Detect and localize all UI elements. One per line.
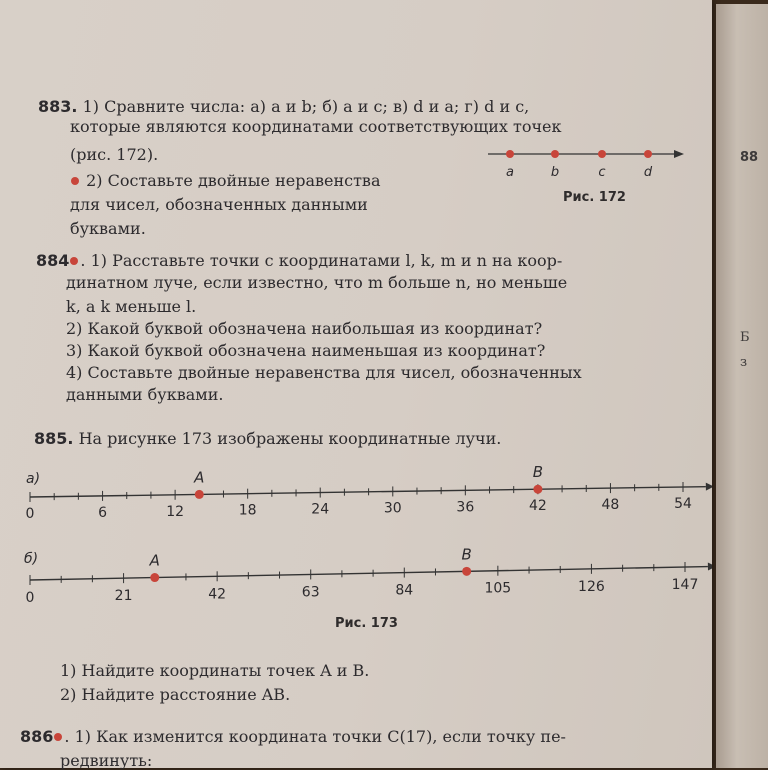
tick-label: 0 [25,506,35,522]
figure-caption: Рис. 172 [563,190,626,205]
point-label: A [194,468,205,487]
point-c [598,150,606,158]
tick-label: 36 [456,499,475,516]
figure-172 [480,140,690,185]
point-A [195,490,204,499]
tick-label: 126 [578,578,605,595]
tick-label: 24 [311,501,330,518]
point-b [551,150,559,158]
problem-number: 883. [38,97,78,116]
problem-text-line: 2) Составьте двойные неравенства [86,171,381,190]
tick-label: 12 [166,503,185,520]
problem-text-line: 4) Составьте двойные неравенства для чисел, обозначенных [66,363,582,382]
ray-line [30,487,706,497]
problem-text-line: (рис. 172). [70,145,159,164]
arrow-head-icon [708,563,712,571]
tick-label: 54 [674,496,692,512]
tick-label: 30 [383,500,402,517]
arrow-head-icon [706,483,712,491]
tick-label: 63 [301,584,320,601]
problem-text-line: 2) Какой буквой обозначена наибольшая из координат? [66,319,543,338]
coordinate-ray [24,545,712,606]
point-A [150,573,159,582]
problem-text-line: данными буквами. [66,385,224,404]
problem-text-line: На рисунке 173 изображены координатные лучи. [78,429,502,448]
point-d [644,150,652,158]
figure-caption: Рис. 173 [335,616,398,631]
point-label: a [506,165,514,180]
tick-label: 42 [208,586,227,603]
point-label: d [643,165,653,180]
point-B [533,485,542,494]
task-line: 1) Найдите координаты точек A и B. [60,661,370,680]
problem-number: 886 [20,727,54,746]
point-label: b [550,165,560,180]
next-page-edge [716,4,768,768]
problem-text-line: для чисел, обозначенных данными [70,195,368,214]
arrow-head-icon [674,150,684,158]
difficulty-dot-icon [71,177,79,185]
problem-text-line: . 1) Как изменится координата точки C(17), если точку пе- [64,727,566,746]
problem-text-line: редвинуть: [60,751,153,770]
point-label: B [532,463,544,482]
ray-line [30,567,708,580]
tick-label: 6 [98,504,108,521]
problem-text-line: 1) Сравните числа: а) a и b; б) a и c; в) d и a; г) d и c, [82,97,530,116]
problem-text-line: динатном луче, если известно, что m больше n, но меньше [66,273,568,292]
problem-text-line: . 1) Расставьте точки с координатами l, k, m и n на коор- [80,251,563,270]
tick-label: 42 [528,498,547,515]
problem-text-line: которые являются координатами соответствующих точек [70,117,562,136]
tick-label: 18 [238,502,257,519]
tick-label: 84 [395,582,414,599]
problem-number: 885. [34,429,74,448]
difficulty-dot-icon [54,733,62,741]
tick-label: 147 [671,577,699,593]
tick-label: 105 [484,580,512,597]
next-page-text-fragment: Б [740,330,750,345]
ray-label: а) [26,471,41,487]
problem-number: 884 [36,251,70,270]
next-page-text-fragment: з [740,355,748,370]
problem-text-line: k, а k меньше l. [66,297,197,316]
point-a [506,150,514,158]
point-label: A [149,551,160,570]
next-page-number-fragment: 88 [740,150,759,165]
point-label: c [598,165,606,180]
point-B [462,567,471,576]
difficulty-dot-icon [70,257,78,265]
tick-label: 0 [25,590,35,606]
point-label: B [461,545,472,564]
coordinate-ray [26,463,712,522]
problem-text-line: буквами. [70,219,146,238]
tick-label: 48 [601,497,620,514]
problem-text-line: 3) Какой буквой обозначена наименьшая из координат? [66,341,546,360]
ray-label: б) [24,551,39,567]
tick-label: 21 [114,588,133,605]
figure-173 [0,455,712,625]
task-line: 2) Найдите расстояние AB. [60,685,291,704]
